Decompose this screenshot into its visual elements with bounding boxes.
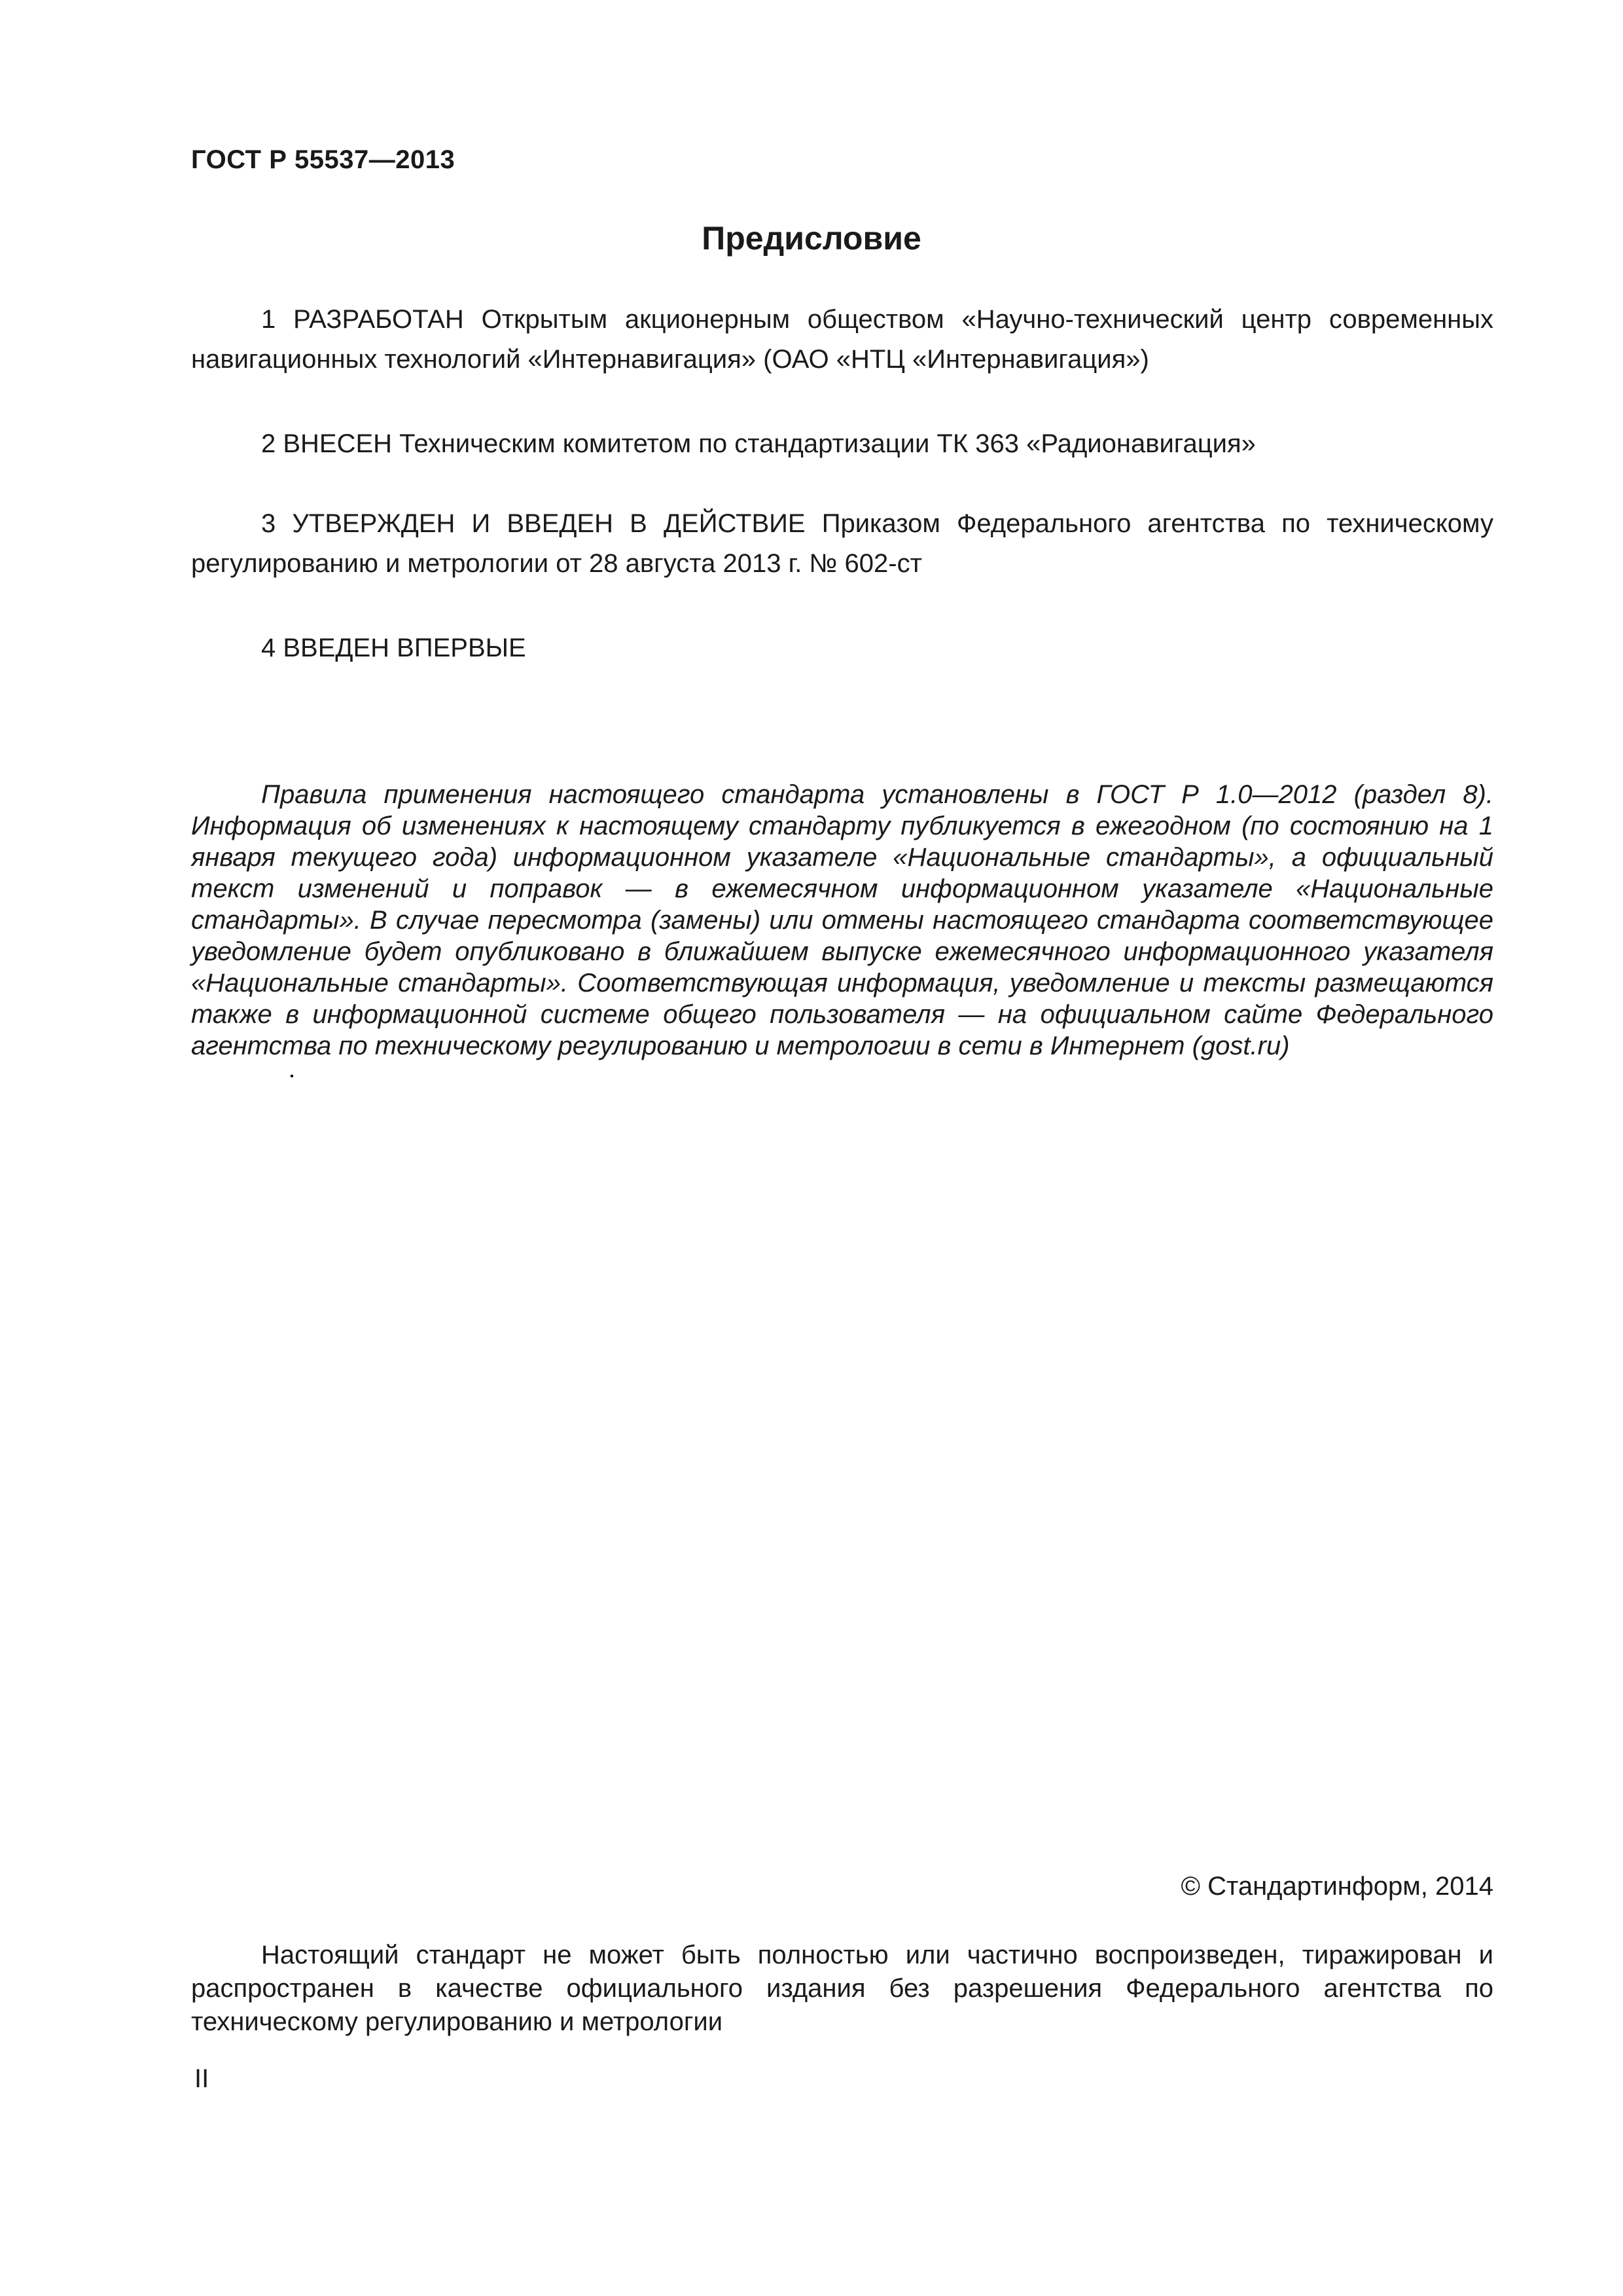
- foreword-item-1: [191, 300, 1493, 380]
- foreword-item-2: [191, 424, 1493, 464]
- foreword-item-4: [191, 628, 1493, 668]
- foreword-item-text: 2 ВНЕСЕН Техническим комитетом по стандартизации ТК 363 «Радионавигация»: [261, 429, 1256, 458]
- document-code: ГОСТ Р 55537—2013: [191, 145, 455, 174]
- reproduction-notice-text: Настоящий стандарт не может быть полностью или частично воспроизведен, тиражирован и распространен в качестве официального издания без разрешения Федерального агентства по техническому регулированию и метрологии: [191, 1941, 1493, 2036]
- stray-dot-mark: [291, 1075, 293, 1077]
- foreword-item-text: 3 УТВЕРЖДЕН И ВВЕДЕН В ДЕЙСТВИЕ Приказом Федерального агентства по техническому регулированию и метрологии от 28 августа 2013 г. № 602-ст: [191, 509, 1493, 578]
- application-rules-text: Правила применения настоящего стандарта установлены в ГОСТ Р 1.0—2012 (раздел 8). Информация об изменениях к настоящему стандарту публикуется в ежегодном (по состоянию на 1 января текущего года) информационном указателе «Национальные стандарты», а официальный текст изменений и поправок — в ежемесячном информационном указателе «Национальные стандарты». В случае пересмотра (замены) или отмены настоящего стандарта соответствующее уведомление будет опубликовано в ближайшем выпуске ежемесячного информационного указателя «Национальные стандарты». Соответствующая информация, уведомление и тексты размещаются также в информационной системе общего пользователя — на официальном сайте Федерального агентства по техническому регулированию и метрологии в сети в Интернет (gost.ru): [191, 780, 1493, 1060]
- foreword-item-3: [191, 504, 1493, 584]
- foreword-item-text: 1 РАЗРАБОТАН Открытым акционерным обществом «Научно-технический центр современных навигационных технологий «Интернавигация» (ОАО «НТЦ «Интернавигация»): [191, 305, 1493, 374]
- page-number: II: [194, 2064, 209, 2093]
- copyright-line: © Стандартинформ, 2014: [1181, 1872, 1493, 1901]
- reproduction-notice: [191, 1939, 1493, 2039]
- application-rules-note: [191, 779, 1493, 1062]
- foreword-item-text: 4 ВВЕДЕН ВПЕРВЫЕ: [261, 634, 526, 662]
- page-title: Предисловие: [702, 220, 921, 257]
